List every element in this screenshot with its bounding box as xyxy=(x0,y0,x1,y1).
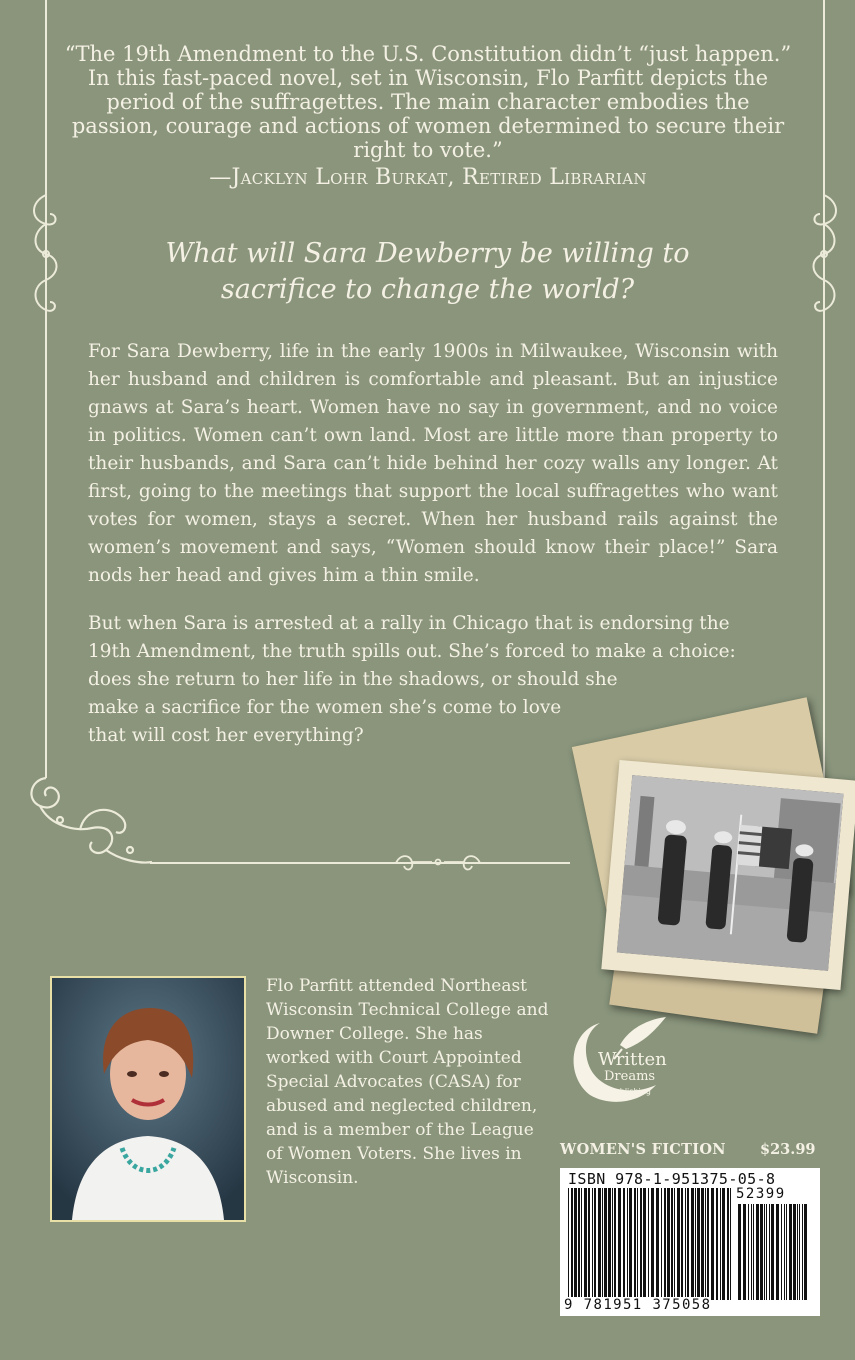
blurb-line: that will cost her everything? xyxy=(88,725,364,746)
frame-line-bottom xyxy=(150,862,570,864)
flourish-left-ornament xyxy=(28,190,64,320)
suffragette-photo xyxy=(601,760,855,990)
endorsement-quote xyxy=(62,42,794,190)
blurb-line: 19th Amendment, the truth spills out. She’s forced to make a choice: xyxy=(88,641,736,662)
blurb-paragraph-1: For Sara Dewberry, life in the early 1900s in Milwaukee, Wisconsin with her husband and children is comfortable and pleasant. But an injustice gnaws at Sara’s heart. Women have no say in government, and no voice in politics. Women can’t own land. Most are little more than property to their husbands, and Sara can’t hide behind her cozy walls any longer. At first, going to the meetings that support the local suffragettes who want votes for women, stays a secret. When her husband rails against the women’s movement and says, “Women should know their place!” Sara nods her head and gives him a thin smile. xyxy=(88,341,778,586)
frame-line-left xyxy=(45,0,47,778)
vintage-photo-stack xyxy=(560,700,855,1060)
flourish-right-ornament xyxy=(806,190,842,320)
isbn-label: ISBN 978-1-951375-05-8 xyxy=(568,1170,776,1188)
book-price: $23.99 xyxy=(760,1141,816,1158)
ean-digits: 9 781951 375058 xyxy=(564,1297,712,1313)
ean-barcode-icon xyxy=(568,1188,733,1300)
book-category: WOMEN'S FICTION xyxy=(560,1141,726,1158)
tagline xyxy=(120,236,735,308)
addon-digits: 52399 xyxy=(736,1186,786,1202)
publisher-logo xyxy=(560,1015,670,1105)
frame-line-right xyxy=(823,0,825,778)
publisher-name-line-2: Dreams xyxy=(604,1069,656,1084)
author-bio: Flo Parfitt attended Northeast Wisconsin Technical College and Downer College. She has worked with Court Appointed Special Advocates (CASA) for abused and neglected children, and is a member of the League of Women Voters. She lives in Wisconsin. xyxy=(266,976,549,1188)
tagline-line-2: sacrifice to change the world? xyxy=(220,274,635,305)
isbn-barcode xyxy=(560,1168,820,1316)
publisher-name-line-3: Publishing xyxy=(610,1087,651,1096)
center-flourish-ornament xyxy=(392,850,484,876)
blurb-line: But when Sara is arrested at a rally in Chicago that is endorsing the xyxy=(88,613,730,634)
author-photo xyxy=(50,976,246,1222)
corner-flourish-ornament xyxy=(20,760,160,870)
quote-attribution: —Jacklyn Lohr Burkat, Retired Librarian xyxy=(209,165,647,190)
addon-barcode-icon xyxy=(738,1204,810,1300)
publisher-name-line-1: Written xyxy=(598,1049,667,1070)
quote-text: “The 19th Amendment to the U.S. Constitution didn’t “just happen.” In this fast-paced novel, set in Wisconsin, Flo Parfitt depicts the period of the suffragettes. The main character embodies the passion, courage and actions of women determined to secure their right to vote.” xyxy=(64,42,792,162)
blurb-line: make a sacrifice for the women she’s come to love xyxy=(88,697,562,718)
tagline-line-1: What will Sara Dewberry be willing to xyxy=(165,238,690,269)
suffragette-photo-image xyxy=(617,775,844,971)
book-blurb xyxy=(88,338,778,750)
blurb-line: does she return to her life in the shadows, or should she xyxy=(88,669,618,690)
